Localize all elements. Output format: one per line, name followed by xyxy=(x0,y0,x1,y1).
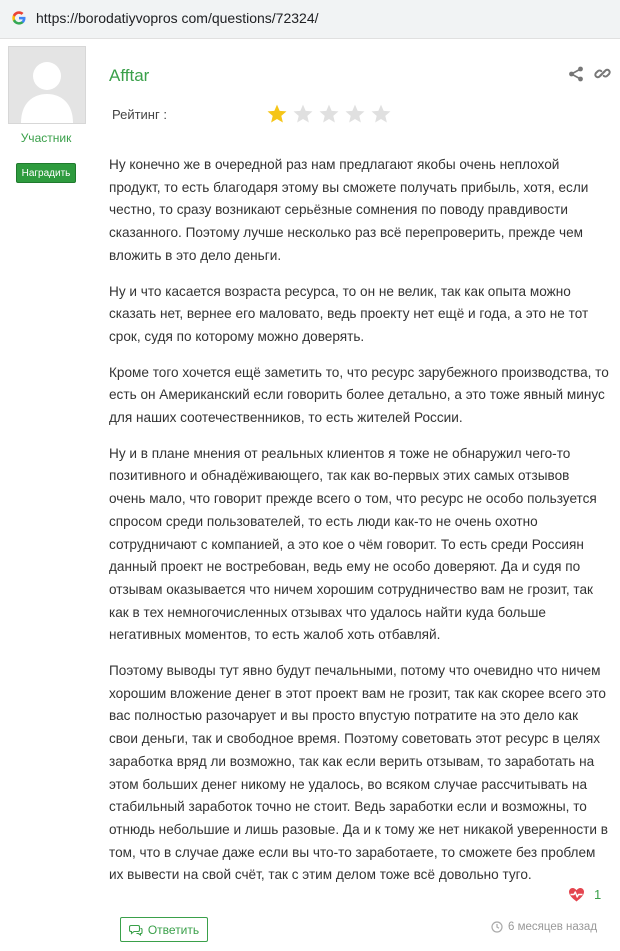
google-g-icon xyxy=(11,10,27,26)
star-filled-icon[interactable] xyxy=(266,103,288,125)
avatar[interactable] xyxy=(8,46,86,124)
link-icon[interactable] xyxy=(594,65,611,82)
award-button[interactable]: Наградить xyxy=(16,163,76,183)
comment-icon xyxy=(129,924,143,936)
post-body xyxy=(109,154,609,900)
rating-stars[interactable] xyxy=(266,103,392,125)
post-paragraph: Ну и в плане мнения от реальных клиентов я тоже не обнаружил чего-то позитивного и обнадёживающего, так как во-первых этих самых отзывов очень мало, что говорит прежде всего о том, что ресурс не особо пользуется спросом среди пользователей, то есть люди как-то не очень охотно сотрудничают с компанией, а это кое о чём говорит. То есть среди Россиян данный проект не востребован, ведь ему не особо доверяют. Да и судя по отзывам оказывается что ничем хорошим сотрудничество вам не грозит, так как в тех немногочисленных отзывах что удалось найти куда больше негативных моментов, то есть жалоб хоть отбавляй. xyxy=(109,445,597,643)
url-text[interactable]: https://borodatiyvopros com/questions/72324/ xyxy=(36,10,319,26)
reply-label: Ответить xyxy=(147,922,200,937)
post-paragraph: Поэтому выводы тут явно будут печальными, потому что очевидно что ничем хорошим вложение денег в этот проект вам не грозит, так как скорее всего это вас полностью разочарует и вы просто впустую потратите на это дело как свои деньги, так и свободное время. Поэтому советовать этот ресурс в целях заработка вряд ли возможно, так как если верить отзывам, то заработать на этом больших денег никому не удалось, во всяком случае рассчитывать на стабильный заработок точно не стоит. Ведь заработки если и возможны, то отнюдь небольшие и лишь разовые. Да и к тому же нет никакой уверенности в том, что в случае даже если вы что-то заработаете, то сможете без проблем их вывести на свой счёт, так с этим делом тоже всё довольно туго. xyxy=(109,663,608,883)
post-time xyxy=(491,921,597,933)
reply-button[interactable] xyxy=(120,917,208,942)
share-icon[interactable] xyxy=(568,66,584,82)
post-paragraph: Ну и что касается возраста ресурса, то он не велик, так как опыта можно сказать нет, вернее его маловато, ведь проекту нет ещё и года, а это не тот срок, судя по которому можно доверять. xyxy=(109,283,589,344)
post-paragraph: Ну конечно же в очередной раз нам предлагают якобы очень неплохой продукт, то есть благодаря этому вы сможете получать прибыль, хотя, если честно, то сразу возникают серьёзные сомнения по поводу правдивости сказанного. Поэтому лучше несколько раз всё перепроверить, прежде чем вложить в это дело деньги. xyxy=(109,157,589,263)
author-name[interactable]: Afftar xyxy=(109,66,150,85)
user-role: Участник xyxy=(20,131,72,145)
like-count: 1 xyxy=(594,887,602,902)
likes xyxy=(568,886,601,903)
time-text: 6 месяцев назад xyxy=(508,921,598,933)
rating-label: Рейтинг : xyxy=(112,107,167,122)
clock-icon xyxy=(491,921,503,933)
post-paragraph: Кроме того хочется ещё заметить то, что ресурс зарубежного производства, то есть он Американский если говорить более детально, а это тоже явный минус для наших соотечественников, то есть жителей России. xyxy=(109,364,609,426)
star-empty-icon[interactable] xyxy=(292,103,314,125)
heart-pulse-icon[interactable] xyxy=(568,886,585,903)
star-empty-icon[interactable] xyxy=(318,103,340,125)
browser-address-bar[interactable] xyxy=(0,0,620,39)
star-empty-icon[interactable] xyxy=(344,103,366,125)
default-user-icon xyxy=(9,47,85,123)
star-empty-icon[interactable] xyxy=(370,103,392,125)
